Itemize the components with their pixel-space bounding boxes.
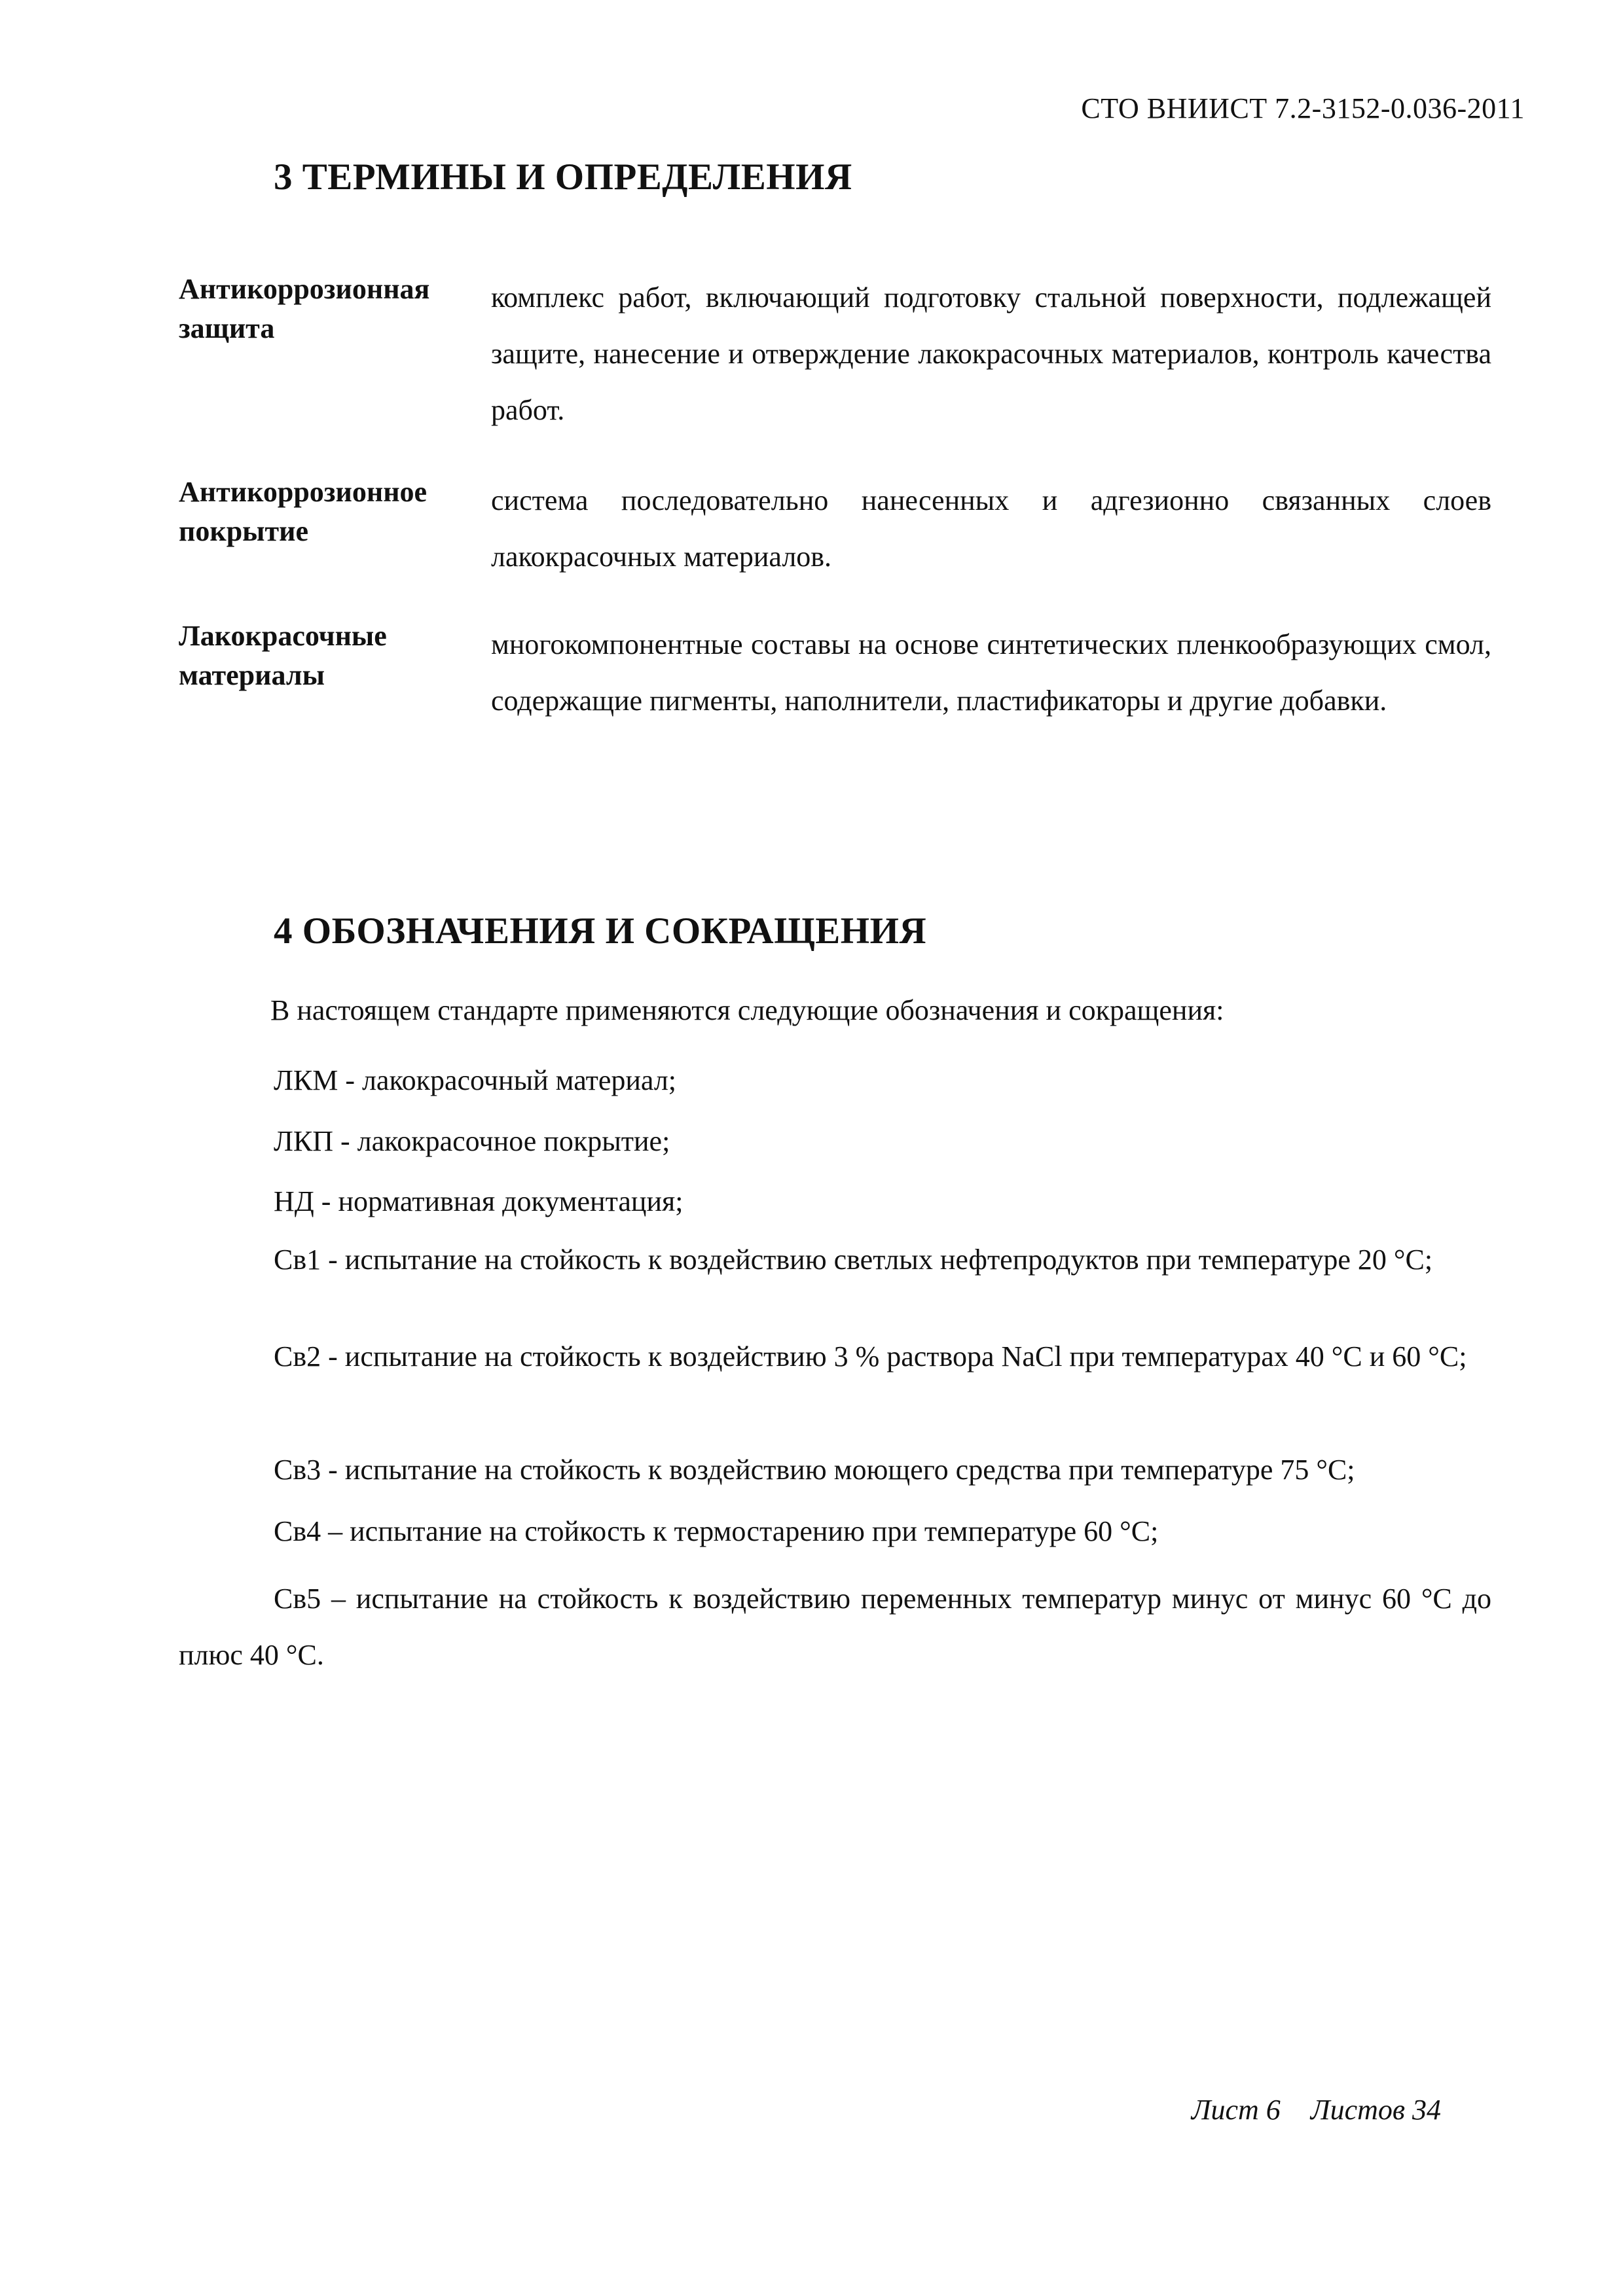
abbreviation-item: ЛКМ - лакокрасочный материал; [274,1064,677,1096]
term-definition: система последовательно нанесенных и адгезионно связанных слоев лакокрасочных материалов. [491,484,1491,573]
abbreviation-item: Св3 - испытание на стойкость к воздействию моющего средства при температуре 75 °С; [274,1454,1355,1486]
sheets-total: Листов 34 [1310,2094,1441,2126]
term-name: Антикоррозионная защита [179,273,430,344]
abbreviation-item: Св5 – испытание на стойкость к воздействию переменных температур минус от минус 60 °С до плюс 40 °С. [179,1583,1491,1671]
sheet-number: Лист 6 [1191,2094,1281,2126]
term-definition: многокомпонентные составы на основе синтетических пленкообразующих смол, содержащие пигменты, наполнители, пластификаторы и другие добавки. [491,628,1491,717]
abbreviation-item: Св4 – испытание на стойкость к термостарению при температуре 60 °С; [274,1515,1159,1547]
abbreviation-item: Св1 - испытание на стойкость к воздействию светлых нефтепродуктов при температуре 20 °С; [274,1244,1433,1276]
abbreviation-item: Св2 - испытание на стойкость к воздействию 3 % раствора NaCl при температурах 40 °С и 60 °С; [274,1340,1467,1372]
term-name: Лакокрасочные материалы [179,620,387,691]
section-4-title: 4 ОБОЗНАЧЕНИЯ И СОКРАЩЕНИЯ [274,910,927,952]
term-definition: комплекс работ, включающий подготовку стальной поверхности, подлежащей защите, нанесение и отверждение лакокрасочных материалов, контроль качества работ. [491,281,1491,426]
document-code: СТО ВНИИСТ 7.2-3152-0.036-2011 [1081,92,1525,124]
abbreviation-item: НД - нормативная документация; [274,1185,684,1217]
term-name: Антикоррозионное покрытие [179,476,428,547]
page-footer [1186,2093,1441,2126]
abbreviation-item: ЛКП - лакокрасочное покрытие; [274,1125,670,1157]
abbreviations-list [179,0,1491,2296]
section-3-title: 3 ТЕРМИНЫ И ОПРЕДЕЛЕНИЯ [274,156,852,198]
abbreviations-intro: В настоящем стандарте применяются следующие обозначения и сокращения: [270,994,1224,1026]
